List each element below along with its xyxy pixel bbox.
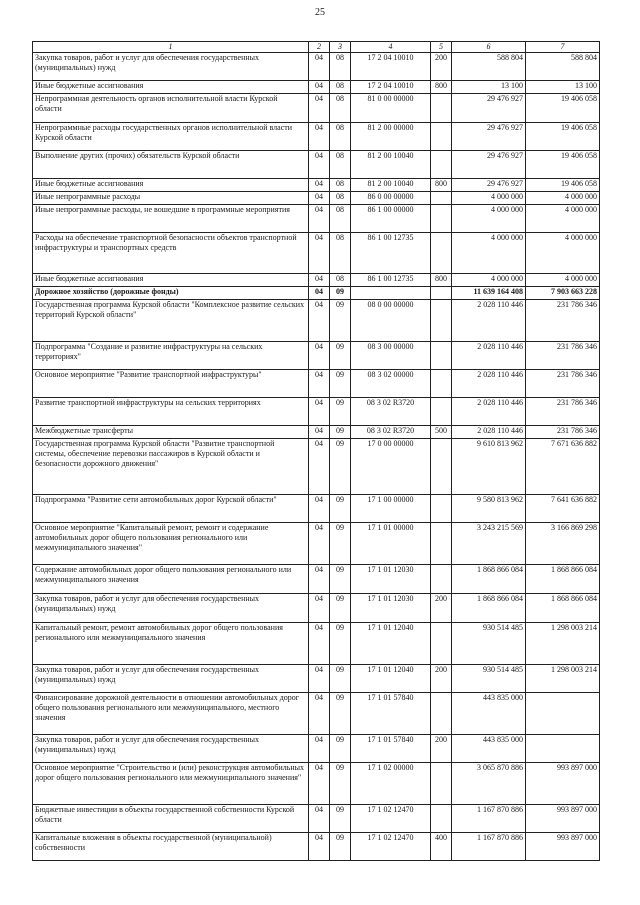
row-section: 04 [309,192,330,205]
row-target-article: 17 1 01 12030 [351,565,431,594]
row-name: Основное мероприятие "Развитие транспортной инфраструктуры" [33,370,309,398]
row-expense-type [431,370,452,398]
row-name: Государственная программа Курской области "Развитие транспортной системы, обеспечение перевозки пассажиров в Курской области и безопасности дорожного движения" [33,439,309,495]
row-expense-type: 500 [431,426,452,439]
row-subsection: 09 [330,495,351,523]
row-sum-year1: 443 835 000 [452,693,526,735]
row-section: 04 [309,342,330,370]
row-name: Основное мероприятие "Капитальный ремонт, ремонт и содержание автомобильных дорог общего пользования регионального или межмуниципального значения" [33,523,309,565]
row-target-article: 17 1 02 00000 [351,763,431,805]
row-section: 04 [309,439,330,495]
row-target-article: 17 1 01 57840 [351,735,431,763]
row-name: Капитальный ремонт, ремонт автомобильных дорог общего пользования регионального или межмуниципального значения [33,623,309,665]
table-row [33,94,600,123]
row-subsection: 08 [330,205,351,233]
row-target-article: 08 3 02 R3720 [351,426,431,439]
table-row [33,233,600,274]
row-sum-year1: 588 804 [452,53,526,81]
row-expense-type [431,523,452,565]
row-name: Дорожное хозяйство (дорожные фонды) [33,287,309,300]
row-expense-type [431,300,452,342]
row-section: 04 [309,398,330,426]
row-sum-year2: 19 406 058 [526,179,600,192]
row-sum-year1: 4 000 000 [452,274,526,287]
row-subsection: 08 [330,94,351,123]
row-target-article: 86 1 00 12735 [351,233,431,274]
row-section: 04 [309,565,330,594]
row-expense-type: 200 [431,594,452,623]
row-name: Закупка товаров, работ и услуг для обеспечения государственных (муниципальных) нужд [33,665,309,693]
row-subsection: 09 [330,398,351,426]
header-row [33,42,600,53]
row-expense-type [431,763,452,805]
row-subsection: 09 [330,805,351,833]
row-target-article [351,287,431,300]
table-row [33,439,600,495]
row-sum-year1: 13 100 [452,81,526,94]
row-target-article: 81 2 00 10040 [351,151,431,179]
row-target-article: 86 0 00 00000 [351,192,431,205]
row-sum-year2: 1 298 003 214 [526,623,600,665]
row-subsection: 09 [330,565,351,594]
row-target-article: 17 1 01 00000 [351,523,431,565]
row-subsection: 09 [330,300,351,342]
row-name: Непрограммная деятельность органов исполнительной власти Курской области [33,94,309,123]
row-sum-year2: 19 406 058 [526,94,600,123]
row-sum-year1: 4 000 000 [452,205,526,233]
table-row [33,287,600,300]
table-row [33,693,600,735]
row-section: 04 [309,233,330,274]
row-target-article: 08 3 00 00000 [351,342,431,370]
row-section: 04 [309,495,330,523]
row-expense-type [431,805,452,833]
header-col-section: 2 [309,42,330,53]
row-name: Межбюджетные трансферты [33,426,309,439]
row-sum-year1: 29 476 927 [452,151,526,179]
row-target-article: 17 1 02 12470 [351,805,431,833]
row-target-article: 17 1 01 57840 [351,693,431,735]
table-row [33,495,600,523]
row-name: Расходы на обеспечение транспортной безопасности объектов транспортной инфраструктуры и транспортных средств [33,233,309,274]
row-name: Подпрограмма "Создание и развитие инфраструктуры на сельских территориях" [33,342,309,370]
row-sum-year2: 1 868 866 084 [526,594,600,623]
row-sum-year2 [526,693,600,735]
row-subsection: 09 [330,833,351,861]
row-name: Бюджетные инвестиции в объекты государственной собственности Курской области [33,805,309,833]
row-name: Иные непрограммные расходы, не вошедшие в программные мероприятия [33,205,309,233]
row-sum-year1: 4 000 000 [452,233,526,274]
row-subsection: 08 [330,81,351,94]
row-sum-year2: 4 000 000 [526,205,600,233]
row-section: 04 [309,300,330,342]
row-sum-year1: 1 868 866 084 [452,565,526,594]
row-expense-type: 400 [431,833,452,861]
row-expense-type [431,565,452,594]
row-subsection: 09 [330,594,351,623]
row-name: Основное мероприятие "Строительство и (или) реконструкция автомобильных дорог общего пользования регионального или межмуниципального значения" [33,763,309,805]
row-target-article: 17 1 01 12040 [351,665,431,693]
row-expense-type [431,439,452,495]
table-row [33,300,600,342]
row-sum-year2: 7 671 636 882 [526,439,600,495]
row-section: 04 [309,53,330,81]
row-name: Содержание автомобильных дорог общего пользования регионального или межмуниципального значения [33,565,309,594]
row-subsection: 08 [330,53,351,81]
row-sum-year2: 7 903 663 228 [526,287,600,300]
row-section: 04 [309,370,330,398]
table-row [33,623,600,665]
row-section: 04 [309,623,330,665]
row-subsection: 08 [330,179,351,192]
row-sum-year1: 4 000 000 [452,192,526,205]
row-subsection: 09 [330,763,351,805]
row-target-article: 81 0 00 00000 [351,94,431,123]
row-name: Закупка товаров, работ и услуг для обеспечения государственных (муниципальных) нужд [33,735,309,763]
row-expense-type [431,123,452,151]
row-sum-year2: 231 786 346 [526,370,600,398]
row-sum-year2: 4 000 000 [526,192,600,205]
row-expense-type [431,94,452,123]
row-name: Иные бюджетные ассигнования [33,179,309,192]
header-col-sum-year2: 7 [526,42,600,53]
row-target-article: 86 1 00 12735 [351,274,431,287]
row-section: 04 [309,123,330,151]
row-sum-year1: 443 835 000 [452,735,526,763]
row-sum-year2: 4 000 000 [526,274,600,287]
table-row [33,594,600,623]
row-sum-year2: 231 786 346 [526,300,600,342]
row-target-article: 17 1 01 12040 [351,623,431,665]
page-number: 25 [315,7,325,18]
row-expense-type [431,151,452,179]
row-sum-year2: 993 897 000 [526,805,600,833]
row-target-article: 17 2 04 10010 [351,81,431,94]
row-sum-year2: 993 897 000 [526,833,600,861]
row-target-article: 17 1 00 00000 [351,495,431,523]
row-section: 04 [309,735,330,763]
row-section: 04 [309,805,330,833]
row-sum-year2: 231 786 346 [526,426,600,439]
row-section: 04 [309,94,330,123]
row-expense-type [431,693,452,735]
budget-table [32,41,600,861]
row-sum-year2: 3 166 869 298 [526,523,600,565]
row-section: 04 [309,287,330,300]
row-sum-year1: 930 514 485 [452,665,526,693]
row-sum-year1: 29 476 927 [452,123,526,151]
table-row [33,735,600,763]
row-expense-type: 800 [431,179,452,192]
row-sum-year1: 1 167 870 886 [452,805,526,833]
row-target-article: 81 2 00 00000 [351,123,431,151]
row-name: Государственная программа Курской области "Комплексное развитие сельских территорий Курской области" [33,300,309,342]
row-subsection: 09 [330,523,351,565]
row-name: Непрограммные расходы государственных органов исполнительной власти Курской области [33,123,309,151]
row-subsection: 08 [330,192,351,205]
row-subsection: 09 [330,439,351,495]
row-sum-year1: 1 868 866 084 [452,594,526,623]
row-expense-type: 200 [431,665,452,693]
header-col-target-article: 4 [351,42,431,53]
row-section: 04 [309,665,330,693]
row-sum-year2: 588 804 [526,53,600,81]
row-section: 04 [309,523,330,565]
row-sum-year2: 1 298 003 214 [526,665,600,693]
header-col-expense-type: 5 [431,42,452,53]
row-target-article: 17 0 00 00000 [351,439,431,495]
row-subsection: 09 [330,693,351,735]
row-sum-year2: 1 868 866 084 [526,565,600,594]
row-subsection: 08 [330,151,351,179]
row-section: 04 [309,763,330,805]
table-row [33,398,600,426]
row-sum-year2: 13 100 [526,81,600,94]
row-expense-type: 200 [431,53,452,81]
row-sum-year1: 930 514 485 [452,623,526,665]
table-row [33,53,600,81]
row-section: 04 [309,426,330,439]
row-expense-type [431,398,452,426]
row-expense-type [431,623,452,665]
row-expense-type: 800 [431,274,452,287]
row-target-article: 17 1 01 12030 [351,594,431,623]
row-name: Развитие транспортной инфраструктуры на сельских территориях [33,398,309,426]
row-sum-year1: 2 028 110 446 [452,342,526,370]
row-name: Иные бюджетные ассигнования [33,81,309,94]
table-row [33,370,600,398]
row-subsection: 09 [330,623,351,665]
row-target-article: 17 2 04 10010 [351,53,431,81]
row-section: 04 [309,274,330,287]
row-sum-year1: 2 028 110 446 [452,370,526,398]
table-row [33,805,600,833]
table-row [33,833,600,861]
row-sum-year1: 1 167 870 886 [452,833,526,861]
row-section: 04 [309,594,330,623]
row-sum-year1: 2 028 110 446 [452,426,526,439]
table-row [33,565,600,594]
row-section: 04 [309,81,330,94]
row-target-article: 08 3 02 R3720 [351,398,431,426]
row-name: Подпрограмма "Развитие сети автомобильных дорог Курской области" [33,495,309,523]
row-name: Иные непрограммные расходы [33,192,309,205]
row-expense-type [431,287,452,300]
row-section: 04 [309,833,330,861]
table-row [33,523,600,565]
row-name: Выполнение других (прочих) обязательств Курской области [33,151,309,179]
row-sum-year1: 29 476 927 [452,94,526,123]
row-name: Закупка товаров, работ и услуг для обеспечения государственных (муниципальных) нужд [33,53,309,81]
row-sum-year1: 29 476 927 [452,179,526,192]
row-sum-year2: 231 786 346 [526,398,600,426]
row-subsection: 08 [330,233,351,274]
row-sum-year2 [526,735,600,763]
row-target-article: 86 1 00 00000 [351,205,431,233]
row-subsection: 09 [330,665,351,693]
table-row [33,151,600,179]
row-expense-type [431,205,452,233]
row-section: 04 [309,151,330,179]
row-subsection: 09 [330,735,351,763]
row-sum-year1: 9 580 813 962 [452,495,526,523]
row-target-article: 08 0 00 00000 [351,300,431,342]
table-row [33,192,600,205]
row-subsection: 09 [330,426,351,439]
row-sum-year2: 231 786 346 [526,342,600,370]
row-target-article: 08 3 02 00000 [351,370,431,398]
table-row [33,763,600,805]
row-sum-year1: 3 243 215 569 [452,523,526,565]
row-section: 04 [309,693,330,735]
row-sum-year1: 2 028 110 446 [452,398,526,426]
row-expense-type [431,192,452,205]
row-subsection: 09 [330,370,351,398]
header-col-name: 1 [33,42,309,53]
row-subsection: 09 [330,342,351,370]
table-row [33,81,600,94]
row-expense-type [431,342,452,370]
table-row [33,123,600,151]
row-sum-year2: 19 406 058 [526,151,600,179]
table-row [33,342,600,370]
row-sum-year1: 2 028 110 446 [452,300,526,342]
row-target-article: 17 1 02 12470 [351,833,431,861]
row-subsection: 08 [330,123,351,151]
row-target-article: 81 2 00 10040 [351,179,431,192]
row-name: Иные бюджетные ассигнования [33,274,309,287]
row-subsection: 08 [330,274,351,287]
row-name: Капитальные вложения в объекты государственной (муниципальной) собственности [33,833,309,861]
row-expense-type: 200 [431,735,452,763]
table-row [33,426,600,439]
row-sum-year1: 11 639 164 408 [452,287,526,300]
row-sum-year1: 9 610 813 962 [452,439,526,495]
table-row [33,274,600,287]
row-subsection: 09 [330,287,351,300]
row-expense-type [431,233,452,274]
header-col-subsection: 3 [330,42,351,53]
row-name: Закупка товаров, работ и услуг для обеспечения государственных (муниципальных) нужд [33,594,309,623]
row-sum-year2: 19 406 058 [526,123,600,151]
row-sum-year2: 993 897 000 [526,763,600,805]
table-row [33,179,600,192]
row-sum-year1: 3 065 870 886 [452,763,526,805]
table-row [33,205,600,233]
table-row [33,665,600,693]
header-col-sum-year1: 6 [452,42,526,53]
row-section: 04 [309,179,330,192]
row-sum-year2: 7 641 636 882 [526,495,600,523]
row-sum-year2: 4 000 000 [526,233,600,274]
row-expense-type [431,495,452,523]
row-name: Финансирование дорожной деятельности в отношении автомобильных дорог общего пользования регионального или межмуниципального, местного значения [33,693,309,735]
row-expense-type: 800 [431,81,452,94]
row-section: 04 [309,205,330,233]
